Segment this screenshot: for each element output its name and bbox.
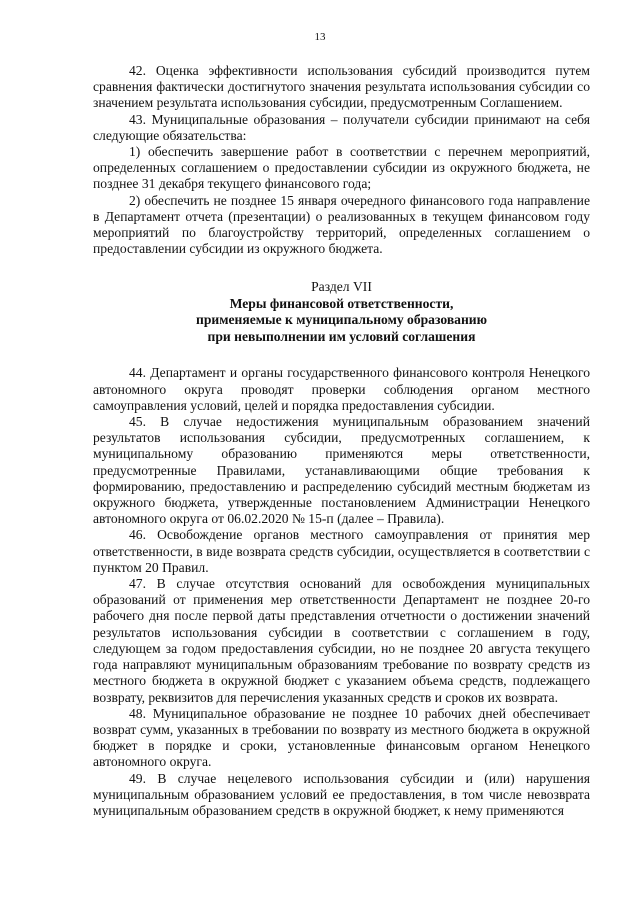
section-title-line-3: при невыполнении им условий соглашения bbox=[207, 328, 476, 344]
paragraph-45: 45. В случае недостижения муниципальным образованием значений результатов использования субсидии, предусмотренных соглашением, к муниципальному образованию применяются меры ответственности, предусмотренные Правилами, устанавливающими общие требования к формированию, предоставлению и распределению субсидий местным бюджетам из окружного бюджета, утвержденные постановлением Администрации Ненецкого автономного округа от 06.02.2020 № 15-п (далее – Правила). bbox=[93, 414, 590, 527]
section-label: Раздел VII bbox=[311, 279, 372, 295]
page-number: 13 bbox=[314, 31, 326, 43]
paragraph-49: 49. В случае нецелевого использования субсидии и (или) нарушения муниципальным образованием условий ее предоставления, в том числе невозврата муниципальным образованием средств в окружной бюджет, к нему применяются bbox=[93, 770, 590, 818]
document-body bbox=[93, 63, 590, 819]
paragraph-43-item-2: 2) обеспечить не позднее 15 января очередного финансового года направление в Департамент отчета (презентации) о реализованных в текущем финансовом году мероприятий по благоустройству территорий, определенных соглашением о предоставлении субсидии из окружного бюджета. bbox=[93, 192, 590, 257]
paragraph-43: 43. Муниципальные образования – получатели субсидии принимают на себя следующие обязательства: bbox=[93, 111, 590, 143]
paragraph-48: 48. Муниципальное образование не позднее 10 рабочих дней обеспечивает возврат сумм, указанных в требовании по возврату из местного бюджета в окружной бюджет в порядке и сроки, установленные финансовым органом Ненецкого автономного округа. bbox=[93, 705, 590, 770]
section-title-line-2: применяемые к муниципальному образованию bbox=[195, 312, 488, 328]
section-title-line-1: Меры финансовой ответственности, bbox=[229, 295, 454, 311]
paragraph-47: 47. В случае отсутствия оснований для освобождения муниципальных образований от применения мер ответственности Департамент не позднее 20-го рабочего дня после первой даты представления отчетности о достижении значений результатов использования субсидии в соответствии с соглашением в году, следующем за годом предоставления субсидии, но не позднее 20 августа текущего года направляют муниципальным образованиям требование по возврату средств из местного бюджета в окружной бюджет с указанием объема средств, подлежащего возврату, реквизитов для перечисления указанных средств и сроков их возврата. bbox=[93, 576, 590, 705]
paragraph-44: 44. Департамент и органы государственного финансового контроля Ненецкого автономного округа проводят проверки соблюдения органом местного самоуправления условий, целей и порядка предоставления субсидии. bbox=[93, 365, 590, 413]
paragraph-46: 46. Освобождение органов местного самоуправления от принятия мер ответственности, в виде возврата средств субсидии, осуществляется в соответствии с пунктом 20 Правил. bbox=[93, 527, 590, 575]
paragraph-42: 42. Оценка эффективности использования субсидий производится путем сравнения фактически достигнутого значения результата использования субсидии со значением результата использования субсидии, предусмотренным Соглашением. bbox=[93, 63, 590, 111]
paragraph-43-item-1: 1) обеспечить завершение работ в соответствии с перечнем мероприятий, определенных соглашением о предоставлении субсидии из окружного бюджета, не позднее 31 декабря текущего финансового года; bbox=[93, 144, 590, 192]
section-heading bbox=[93, 279, 590, 345]
